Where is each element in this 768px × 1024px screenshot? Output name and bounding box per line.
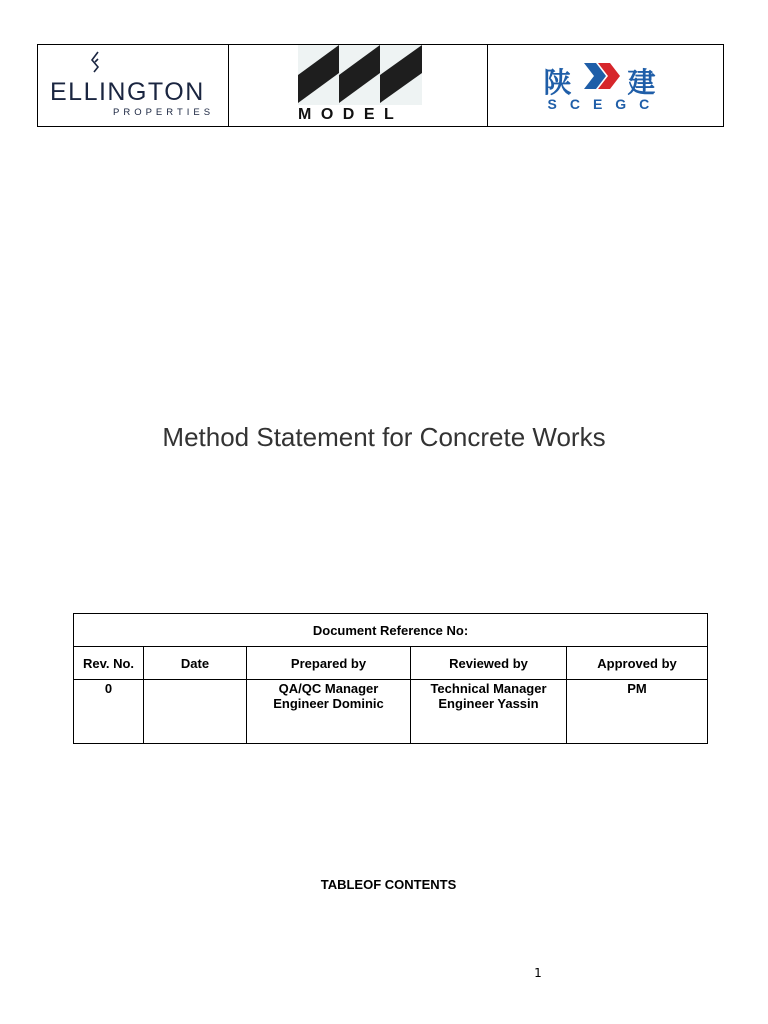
scegc-chinese-right: 建 bbox=[627, 66, 656, 99]
ellington-logo bbox=[38, 45, 228, 126]
reviewed-by-name: Engineer Yassin bbox=[438, 696, 539, 711]
page-number: 1 bbox=[534, 966, 542, 980]
date-cell bbox=[144, 680, 247, 744]
ellington-subtitle: PROPERTIES bbox=[113, 107, 215, 118]
column-header: Prepared by bbox=[247, 647, 411, 680]
column-header: Date bbox=[144, 647, 247, 680]
column-header: Reviewed by bbox=[411, 647, 567, 680]
table-row bbox=[74, 680, 708, 744]
ellington-mark-icon bbox=[89, 51, 103, 73]
scegc-logo bbox=[536, 45, 676, 126]
scegc-chevron-icon bbox=[582, 59, 622, 93]
model-name: MODEL bbox=[298, 106, 404, 123]
column-header: Rev. No. bbox=[74, 647, 144, 680]
document-title: Method Statement for Concrete Works bbox=[162, 422, 606, 452]
reviewed-by-cell bbox=[411, 680, 567, 744]
prepared-by-role: QA/QC Manager bbox=[278, 681, 379, 696]
prepared-by-cell bbox=[247, 680, 411, 744]
approved-by-cell: PM bbox=[567, 680, 708, 744]
reviewed-by-role: Technical Manager bbox=[430, 681, 547, 696]
logo-header bbox=[37, 44, 724, 127]
ellington-logo-cell bbox=[38, 45, 229, 127]
document-reference-table bbox=[73, 613, 708, 744]
rev-no-cell: 0 bbox=[74, 680, 144, 744]
scegc-latin: SCEGC bbox=[547, 96, 663, 112]
prepared-by-name: Engineer Dominic bbox=[273, 696, 384, 711]
model-logo-cell bbox=[229, 45, 488, 127]
model-stripes-icon bbox=[298, 45, 422, 105]
toc-heading: TABLEOF CONTENTS bbox=[320, 877, 457, 892]
scegc-chinese-left: 陕 bbox=[543, 66, 572, 99]
model-logo bbox=[293, 45, 423, 126]
ellington-name: ELLINGTON bbox=[50, 78, 205, 106]
scegc-logo-cell bbox=[488, 45, 724, 127]
document-reference-label: Document Reference No: bbox=[74, 614, 708, 647]
table-header-row bbox=[74, 647, 708, 680]
column-header: Approved by bbox=[567, 647, 708, 680]
